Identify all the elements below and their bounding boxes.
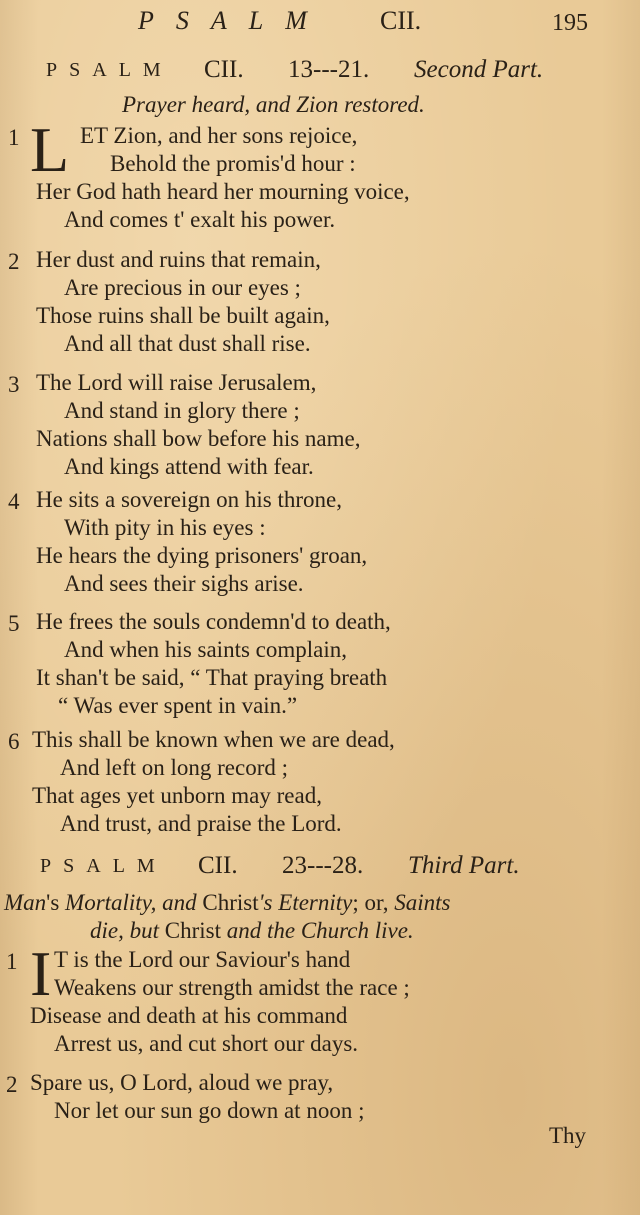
catchword: Thy [548, 1123, 586, 1148]
psalm-verses: 13---21. [288, 56, 370, 83]
verse-line: He frees the souls condemn'd to death, [36, 609, 391, 634]
subtitle-word: Man [4, 890, 47, 915]
psalm-verses: 23---28. [282, 852, 364, 879]
psalm-heading-second-part [46, 56, 566, 88]
verse-line: Are precious in our eyes ; [64, 275, 301, 300]
psalm-part: Third Part. [408, 852, 520, 879]
verse-line: Arrest us, and cut short our days. [54, 1031, 359, 1056]
verse-line: This shall be known when we are dead, [32, 727, 395, 752]
verse-line: T is the Lord our Saviour's hand [54, 947, 351, 972]
stanza-number: 4 [8, 489, 20, 514]
verse-line: He sits a sovereign on his throne, [36, 487, 342, 512]
psalm-label: PSALM [40, 855, 167, 877]
psalm-subtitle-line-1 [4, 890, 450, 916]
verse-line: Nations shall bow before his name, [36, 426, 361, 451]
verse-line: That ages yet unborn may read, [32, 783, 322, 808]
verse-line: Spare us, O Lord, aloud we pray, [30, 1070, 334, 1095]
psalm-number: CII. [198, 852, 238, 879]
subtitle-word: ; or, [352, 890, 389, 915]
verse-line: Her dust and ruins that remain, [36, 247, 321, 272]
psalm-label: PSALM [46, 59, 173, 81]
verse-line: Behold the promis'd hour : [110, 151, 356, 176]
verse-line: Weakens our strength amidst the race ; [54, 975, 410, 1000]
verse-line: And sees their sighs arise. [64, 571, 304, 596]
verse-line: And when his saints complain, [64, 637, 347, 662]
running-head [0, 6, 640, 36]
subtitle-word: 's [46, 890, 60, 915]
stanza-number: 6 [8, 729, 20, 754]
verse-line: And stand in glory there ; [64, 398, 300, 423]
verse-line: It shan't be said, “ That praying breath [36, 665, 388, 690]
page-number: 195 [552, 10, 588, 36]
verse-line: Those ruins shall be built again, [36, 303, 330, 328]
drop-cap: L [30, 114, 70, 185]
subtitle-word: Saints [394, 890, 451, 915]
verse-line: Her God hath heard her mourning voice, [36, 179, 410, 204]
stanza-number: 1 [8, 125, 20, 150]
verse-line: Nor let our sun go down at noon ; [54, 1098, 365, 1123]
stanza-number: 2 [8, 249, 20, 274]
verse-line: And left on long record ; [60, 755, 289, 780]
psalm-heading-third-part [40, 852, 560, 884]
psalm-subtitle-line-2 [90, 918, 414, 944]
running-head-title: PSALM [138, 6, 329, 35]
verse-line: And trust, and praise the Lord. [60, 811, 342, 836]
subtitle-word: Christ [202, 890, 259, 915]
drop-cap: I [30, 938, 52, 1009]
verse-line: The Lord will raise Jerusalem, [36, 370, 317, 395]
verse-line: He hears the dying prisoners' groan, [36, 543, 368, 568]
psalm-part: Second Part. [414, 56, 544, 83]
stanza-number: 2 [6, 1072, 18, 1097]
verse-line: With pity in his eyes : [64, 515, 266, 540]
psalm-number: CII. [204, 56, 244, 83]
psalm-subtitle: Prayer heard, and Zion restored. [122, 92, 425, 117]
stanza-number: 3 [8, 372, 20, 397]
subtitle-word: die, but [90, 918, 159, 943]
subtitle-word: Mortality, and [65, 890, 197, 915]
verse-line: And all that dust shall rise. [64, 331, 311, 356]
subtitle-word: Eternity [278, 890, 353, 915]
verse-line: ET Zion, and her sons rejoice, [80, 123, 358, 148]
stanza-number: 1 [6, 949, 18, 974]
verse-line: “ Was ever spent in vain.” [58, 693, 298, 718]
subtitle-word: Christ [164, 918, 221, 943]
running-head-psalm-number: CII. [380, 6, 422, 35]
stanza-number: 5 [8, 611, 20, 636]
verse-line: Disease and death at his command [30, 1003, 348, 1028]
subtitle-word: and the Church live. [226, 918, 414, 943]
verse-line: And comes t' exalt his power. [64, 207, 336, 232]
subtitle-word: 's [258, 890, 273, 915]
verse-line: And kings attend with fear. [64, 454, 314, 479]
